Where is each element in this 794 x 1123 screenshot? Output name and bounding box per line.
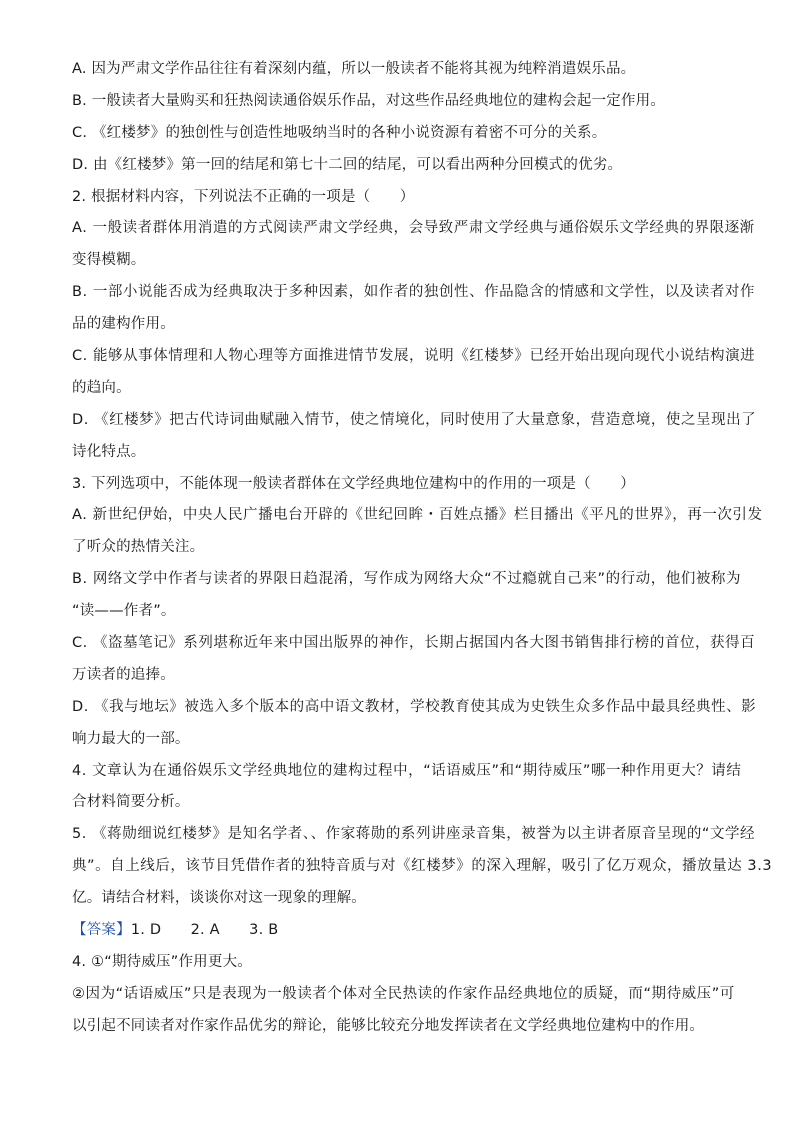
question-2: 2. 根据材料内容，下列说法不正确的一项是（ ） <box>72 188 415 205</box>
option-b-q2-line1: B. 一部小说能否成为经典取决于多种因素，如作者的独创性、作品隐含的情感和文学性，以及读者对作 <box>72 284 756 301</box>
option-d-q2-line1: D. 《红楼梦》把古代诗词曲赋融入情节，使之情境化，同时使用了大量意象，营造意境，使之呈现出了 <box>72 411 757 428</box>
option-d-q2-line2: 诗化特点。 <box>72 443 146 460</box>
question-3: 3. 下列选项中，不能体现一般读者群体在文学经典地位建构中的作用的一项是（ ） <box>72 475 635 492</box>
answer-text: 1. D 2. A 3. B <box>130 922 279 939</box>
option-c-q2-line1: C. 能够从事体情理和人物心理等方面推进情节发展，说明《红楼梦》已经开始出现向现代小说结构演进 <box>72 348 756 365</box>
option-a-q2-line1: A. 一般读者群体用消遣的方式阅读严肃文学经典，会导致严肃文学经典与通俗娱乐文学经典的界限逐渐 <box>72 220 755 237</box>
option-c-q3-line1: C. 《盗墓笔记》系列堪称近年来中国出版界的神作，长期占据国内各大图书销售排行榜的首位，获得百 <box>72 635 756 652</box>
option-b-q1: B. 一般读者大量购买和狂热阅读通俗娱乐作品，对这些作品经典地位的建构会起一定作用。 <box>72 92 666 109</box>
question-5-line3: 亿。请结合材料，谈谈你对这一现象的理解。 <box>72 890 366 907</box>
option-c-q3-line2: 万读者的追捧。 <box>72 666 175 683</box>
question-4-line1: 4. 文章认为在通俗娱乐文学经典地位的建构过程中，“话语威压”和“期待威压”哪一种作用更大？请结 <box>72 762 742 779</box>
answer-line <box>72 919 722 941</box>
option-c-q1: C. 《红楼梦》的独创性与创造性地吸纳当时的各种小说资源有着密不可分的关系。 <box>72 124 607 141</box>
answer-label: 【答案】 <box>72 922 131 939</box>
option-a-q3-line1: A. 新世纪伊始，中央人民广播电台开辟的《世纪回眸・百姓点播》栏目播出《平凡的世界》，再一次引发 <box>72 507 763 524</box>
option-b-q3-line1: B. 网络文学中作者与读者的界限日趋混淆，写作成为网络大众“不过瘾就自己来”的行动，他们被称为 <box>72 571 742 588</box>
option-c-q2-line2: 的趋向。 <box>72 379 131 396</box>
answer-4-point2-line1: ②因为“话语威压”只是表现为一般读者个体对全民热读的作家作品经典地位的质疑，而“期待威压”可 <box>72 985 735 1002</box>
answer-4-point1: 4. ①“期待威压”作用更大。 <box>72 953 252 970</box>
option-a-q1: A. 因为严肃文学作品往往有着深刻内蕴，所以一般读者不能将其视为纯粹消遣娱乐品。 <box>72 61 636 77</box>
question-5-line2: 典”。自上线后，该节目凭借作者的独特音质与对《红楼梦》的深入理解，吸引了亿万观众，播放量达 3.3 <box>72 858 773 875</box>
option-d-q3-line2: 响力最大的一部。 <box>72 730 190 747</box>
option-a-q3-line2: 了听众的热情关注。 <box>72 539 205 556</box>
option-a-q2-line2: 变得模糊。 <box>72 252 146 269</box>
option-b-q2-line2: 品的建构作用。 <box>72 316 175 333</box>
option-b-q3-line2: “读——作者”。 <box>72 603 176 620</box>
question-4-line2: 合材料简要分析。 <box>72 794 190 811</box>
question-5-line1: 5. 《蒋勋细说红楼梦》是知名学者、、作家蒋勋的系列讲座录音集，被誉为以主讲者原音呈现的“文学经 <box>72 826 756 843</box>
option-d-q3-line1: D. 《我与地坛》被选入多个版本的高中语文教材，学校教育使其成为史铁生众多作品中最具经典性、影 <box>72 698 757 715</box>
option-d-q1: D. 由《红楼梦》第一回的结尾和第七十二回的结尾，可以看出两种分回模式的优劣。 <box>72 156 623 173</box>
answer-4-point2-line2: 以引起不同读者对作家作品优劣的辩论，能够比较充分地发挥读者在文学经典地位建构中的作用。 <box>72 1017 705 1034</box>
document-page <box>72 58 773 1047</box>
